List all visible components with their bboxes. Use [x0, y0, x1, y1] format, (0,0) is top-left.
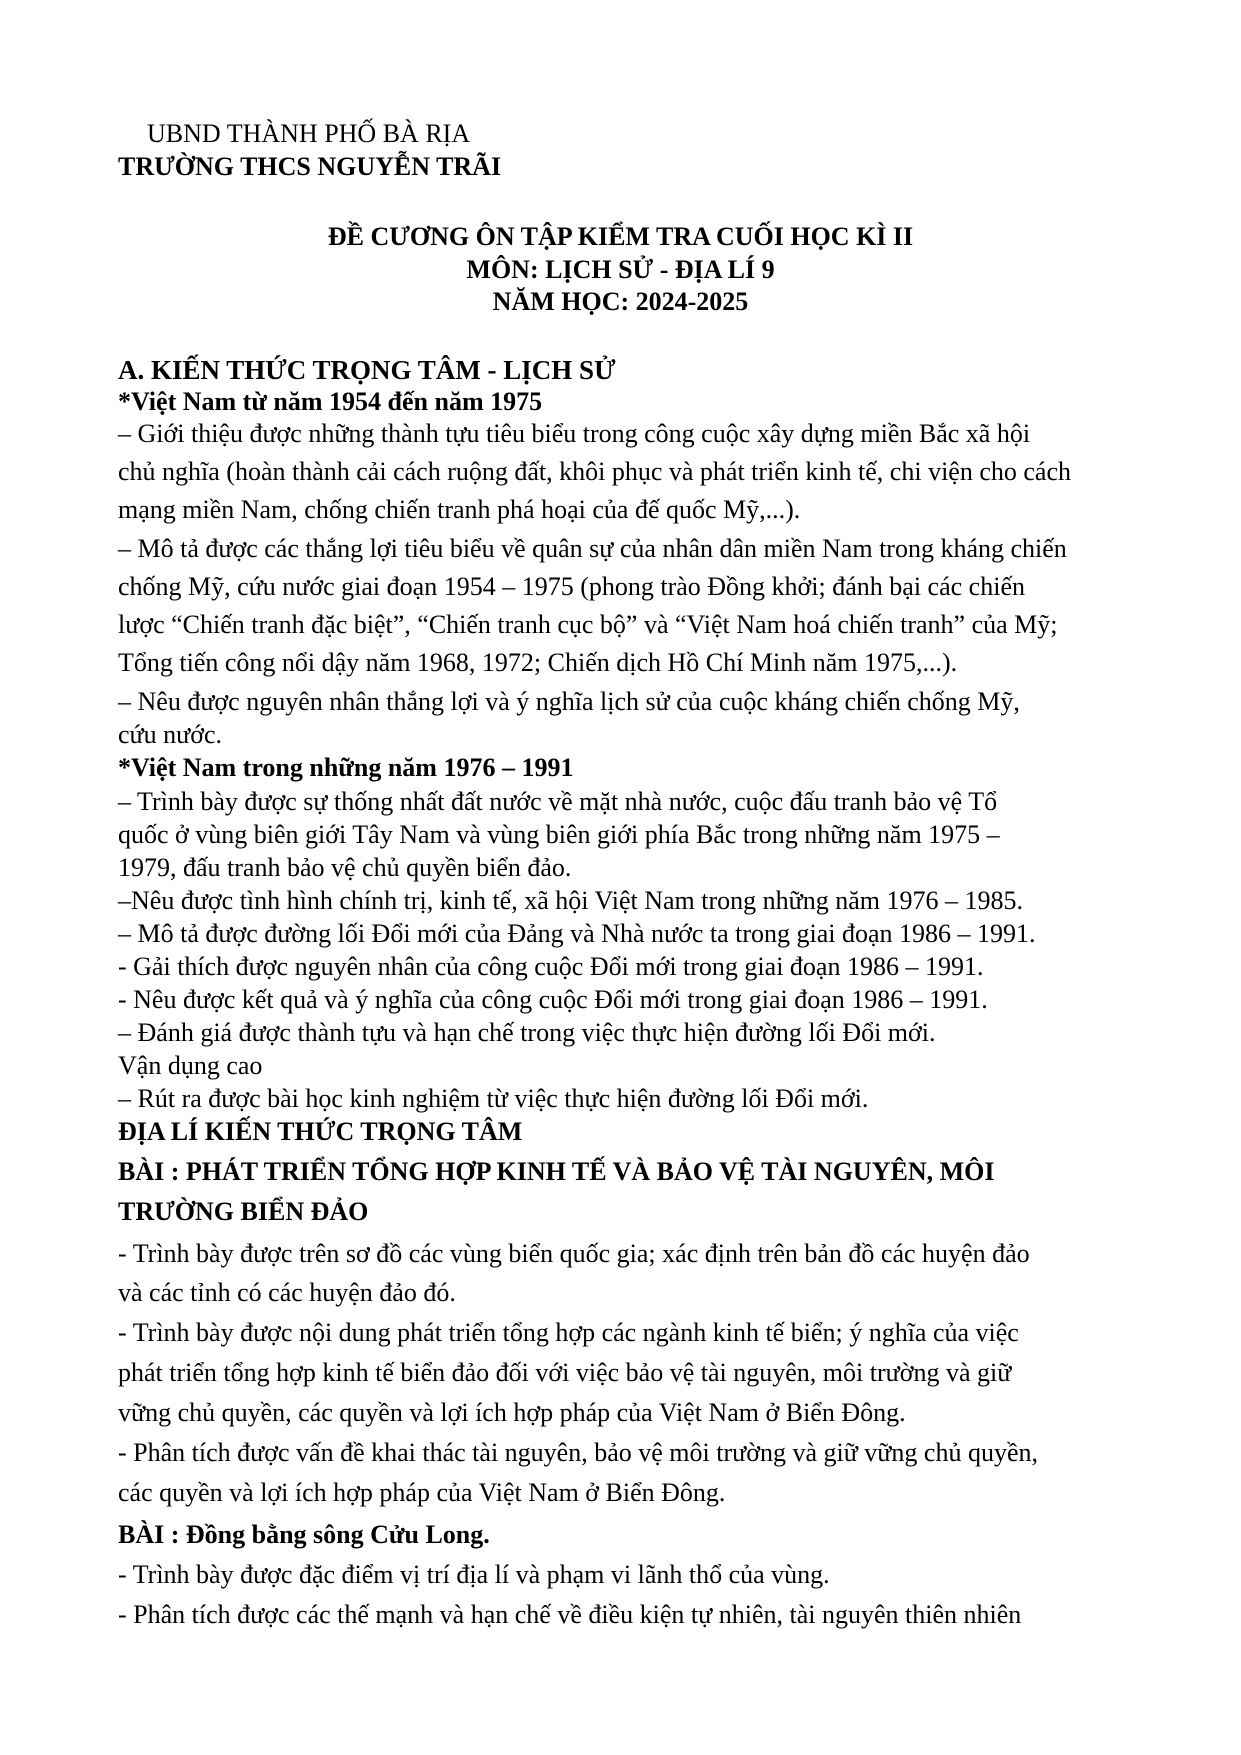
- history-heading: A. KIẾN THỨC TRỌNG TÂM - LỊCH SỬ: [118, 355, 616, 385]
- geography-b1-line: các quyền và lợi ích hợp pháp của Việt Nam ở Biển Đông.: [118, 1478, 726, 1507]
- geography-b2-line: - Trình bày được đặc điểm vị trí địa lí và phạm vi lãnh thổ của vùng.: [118, 1560, 830, 1589]
- geography-lesson-2-title: BÀI : Đồng bằng sông Cửu Long.: [118, 1520, 490, 1549]
- history-s1-line: – Mô tả được các thắng lợi tiêu biểu về quân sự của nhân dân miền Nam trong kháng chiến: [118, 534, 1067, 563]
- history-s1-line: cứu nước.: [118, 720, 223, 749]
- history-s2-line: Vận dụng cao: [118, 1051, 263, 1080]
- org-name: UBND THÀNH PHỐ BÀ RỊA: [147, 119, 471, 148]
- history-s1-line: – Nêu được nguyên nhân thắng lợi và ý nghĩa lịch sử của cuộc kháng chiến chống Mỹ,: [118, 687, 1020, 716]
- geography-b1-line: - Trình bày được trên sơ đồ các vùng biển quốc gia; xác định trên bản đồ các huyện đảo: [118, 1239, 1030, 1268]
- history-s2-line: – Trình bày được sự thống nhất đất nước về mặt nhà nước, cuộc đấu tranh bảo vệ Tổ: [118, 787, 998, 816]
- geography-lesson-1-title: BÀI : PHÁT TRIỂN TỔNG HỢP KINH TẾ VÀ BẢO VỆ TÀI NGUYÊN, MÔI: [118, 1157, 995, 1186]
- history-s2-line: – Mô tả được đường lối Đổi mới của Đảng và Nhà nước ta trong giai đoạn 1986 – 1991.: [118, 919, 1036, 948]
- history-section-2-title: *Việt Nam trong những năm 1976 – 1991: [118, 753, 574, 782]
- history-s2-line: –Nêu được tình hình chính trị, kinh tế, xã hội Việt Nam trong những năm 1976 – 1985.: [118, 886, 1023, 915]
- history-section-1-title: *Việt Nam từ năm 1954 đến năm 1975: [118, 387, 543, 416]
- history-s2-line: - Nêu được kết quả và ý nghĩa của công cuộc Đổi mới trong giai đoạn 1986 – 1991.: [118, 985, 988, 1014]
- history-s1-line: mạng miền Nam, chống chiến tranh phá hoại của đế quốc Mỹ,...).: [118, 495, 801, 524]
- geography-b1-line: - Phân tích được vấn đề khai thác tài nguyên, bảo vệ môi trường và giữ vững chủ quyền,: [118, 1438, 1038, 1467]
- geography-b2-line: - Phân tích được các thế mạnh và hạn chế về điều kiện tự nhiên, tài nguyên thiên nhiên: [118, 1600, 1022, 1629]
- doc-subject: MÔN: LỊCH SỬ - ĐỊA LÍ 9: [466, 255, 775, 284]
- geography-b1-line: và các tỉnh có các huyện đảo đó.: [118, 1278, 456, 1307]
- school-name: TRƯỜNG THCS NGUYỄN TRÃI: [118, 152, 502, 181]
- doc-school-year: NĂM HỌC: 2024-2025: [492, 287, 749, 316]
- history-s1-line: Tổng tiến công nổi dậy năm 1968, 1972; Chiến dịch Hồ Chí Minh năm 1975,...).: [118, 648, 958, 677]
- history-s2-line: – Rút ra được bài học kinh nghiệm từ việc thực hiện đường lối Đổi mới.: [118, 1084, 869, 1113]
- geography-b1-line: phát triển tổng hợp kinh tế biển đảo đối với việc bảo vệ tài nguyên, môi trường và giữ: [118, 1358, 1012, 1387]
- geography-b1-line: vững chủ quyền, các quyền và lợi ích hợp pháp của Việt Nam ở Biển Đông.: [118, 1398, 906, 1427]
- history-s1-line: chống Mỹ, cứu nước giai đoạn 1954 – 1975 (phong trào Đồng khởi; đánh bại các chiến: [118, 572, 1025, 601]
- geography-b1-line: - Trình bày được nội dung phát triển tổng hợp các ngành kinh tế biển; ý nghĩa của việc: [118, 1318, 1019, 1347]
- history-s2-line: – Đánh giá được thành tựu và hạn chế trong việc thực hiện đường lối Đổi mới.: [118, 1018, 936, 1047]
- history-s2-line: 1979, đấu tranh bảo vệ chủ quyền biển đảo.: [118, 853, 572, 882]
- history-s2-line: quốc ở vùng biên giới Tây Nam và vùng biên giới phía Bắc trong những năm 1975 –: [118, 820, 1000, 849]
- history-s2-line: - Gải thích được nguyên nhân của công cuộc Đổi mới trong giai đoạn 1986 – 1991.: [118, 952, 984, 981]
- geography-heading: ĐỊA LÍ KIẾN THỨC TRỌNG TÂM: [118, 1117, 523, 1146]
- doc-title: ĐỀ CƯƠNG ÔN TẬP KIỂM TRA CUỐI HỌC KÌ II: [327, 222, 914, 251]
- history-s1-line: lược “Chiến tranh đặc biệt”, “Chiến tranh cục bộ” và “Việt Nam hoá chiến tranh” của Mỹ;: [118, 610, 1058, 639]
- history-s1-line: – Giới thiệu được những thành tựu tiêu biểu trong công cuộc xây dựng miền Bắc xã hội: [118, 419, 1031, 448]
- geography-lesson-1-title-cont: TRƯỜNG BIỂN ĐẢO: [118, 1197, 369, 1226]
- history-s1-line: chủ nghĩa (hoàn thành cải cách ruộng đất, khôi phục và phát triển kinh tế, chi viện cho cách: [118, 457, 1071, 486]
